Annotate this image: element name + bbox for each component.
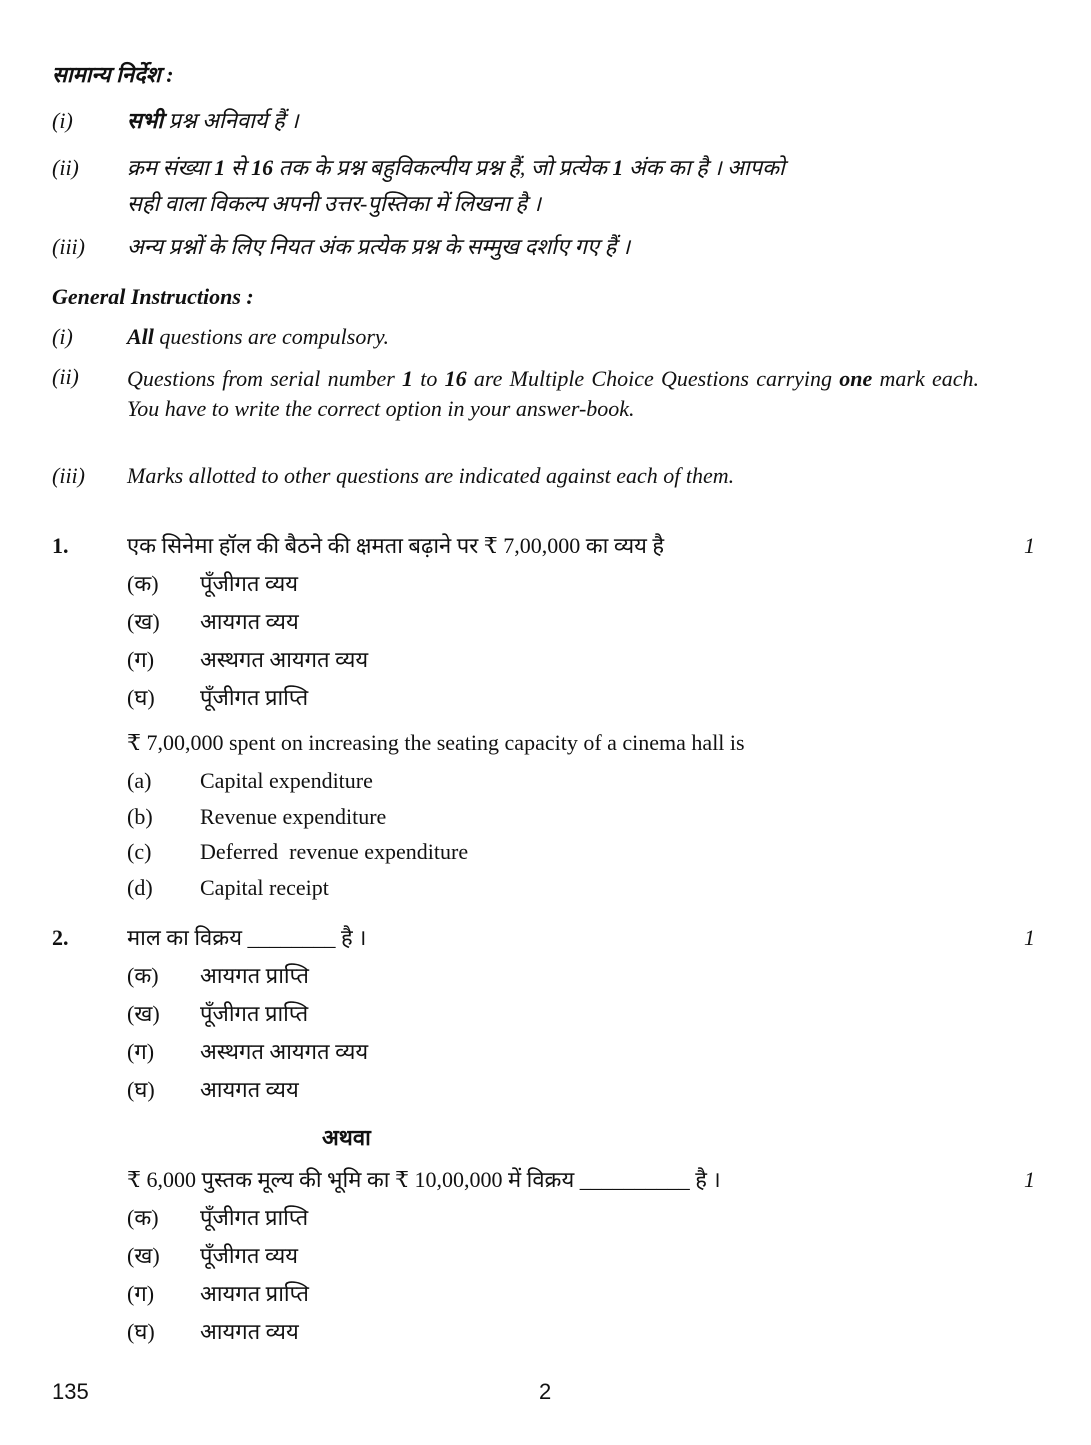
text: प्रश्न अनिवार्य हैं । xyxy=(163,108,299,133)
paper-code: 135 xyxy=(52,1379,89,1404)
question-marks: 1 xyxy=(1024,925,1035,950)
instruction-text xyxy=(127,324,389,350)
option-label: (ख) xyxy=(127,1001,160,1026)
option-label: (घ) xyxy=(127,1319,155,1344)
option-label: (ग) xyxy=(127,1281,155,1306)
option-label: (ख) xyxy=(127,1243,160,1268)
option-label: (क) xyxy=(127,571,159,596)
instruction-num: (iii) xyxy=(52,463,85,488)
bold-text: one xyxy=(839,366,873,391)
option-label: (a) xyxy=(127,768,152,793)
option-text: आयगत प्राप्ति xyxy=(200,1281,309,1306)
bold-text: All xyxy=(127,324,154,349)
instruction-text xyxy=(127,364,979,424)
bold-text: सभी xyxy=(127,108,164,133)
option-text: आयगत प्राप्ति xyxy=(200,963,309,988)
text: क्रम संख्या xyxy=(127,155,215,180)
text: questions are compulsory. xyxy=(153,324,389,349)
option-label: (घ) xyxy=(127,1077,155,1102)
instruction-num: (i) xyxy=(52,108,73,133)
bold-text: 1 xyxy=(612,155,624,180)
text: to xyxy=(413,366,445,391)
instruction-num: (ii) xyxy=(52,364,79,389)
bold-text: 16 xyxy=(251,155,274,180)
instruction-text xyxy=(127,155,785,181)
instruction-text: Marks allotted to other questions are indicated against each of them. xyxy=(127,463,735,488)
question-text-english: ₹ 7,00,000 spent on increasing the seating capacity of a cinema hall is xyxy=(127,730,745,755)
english-instructions-heading: General Instructions : xyxy=(52,284,254,309)
option-label: (घ) xyxy=(127,685,155,710)
question-number: 2. xyxy=(52,925,69,950)
option-text: पूँजीगत व्यय xyxy=(200,1243,298,1268)
instruction-text: अन्य प्रश्नों के लिए नियत अंक प्रत्येक प्रश्न के सम्मुख दर्शाए गए हैं । xyxy=(127,234,631,259)
option-label: (b) xyxy=(127,804,153,829)
option-text: पूँजीगत प्राप्ति xyxy=(200,1205,309,1230)
option-text: आयगत व्यय xyxy=(200,609,299,634)
option-label: (ग) xyxy=(127,1039,155,1064)
instruction-num: (ii) xyxy=(52,155,79,180)
option-text: पूँजीगत प्राप्ति xyxy=(200,685,309,710)
instruction-text-cont: सही वाला विकल्प अपनी उत्तर-पुस्तिका में लिखना है । xyxy=(127,191,541,216)
instruction-num: (i) xyxy=(52,324,73,349)
question-number: 1. xyxy=(52,533,69,558)
option-text: Deferred revenue expenditure xyxy=(200,839,469,864)
hindi-instructions-heading: सामान्य निर्देश : xyxy=(52,62,174,87)
question-marks: 1 xyxy=(1024,533,1035,558)
bold-text: 1 xyxy=(402,366,414,391)
text: mark each. You have to write the correct option in your answer-book. xyxy=(127,366,979,421)
or-label: अथवा xyxy=(322,1125,371,1150)
text: से xyxy=(225,155,252,180)
text: तक के प्रश्न बहुविकल्पीय प्रश्न हैं, जो प्रत्येक xyxy=(273,155,613,180)
or-question-text: ₹ 6,000 पुस्तक मूल्य की भूमि का ₹ 10,00,000 में विक्रय __________ है । xyxy=(127,1167,721,1192)
page-number: 2 xyxy=(539,1379,552,1404)
question-text-hindi: एक सिनेमा हॉल की बैठने की क्षमता बढ़ाने पर ₹ 7,00,000 का व्यय है xyxy=(127,533,665,558)
question-marks: 1 xyxy=(1024,1167,1035,1192)
bold-text: 16 xyxy=(444,366,467,391)
option-text: Revenue expenditure xyxy=(200,804,387,829)
option-label: (ख) xyxy=(127,609,160,634)
option-text: अस्थगत आयगत व्यय xyxy=(200,1039,369,1064)
option-text: अस्थगत आयगत व्यय xyxy=(200,647,369,672)
question-text-hindi: माल का विक्रय ________ है । xyxy=(127,925,367,950)
bold-text: 1 xyxy=(214,155,226,180)
text: Questions from serial number xyxy=(127,366,403,391)
option-label: (क) xyxy=(127,963,159,988)
text: are Multiple Choice Questions carrying xyxy=(466,366,840,391)
option-text: आयगत व्यय xyxy=(200,1077,299,1102)
option-label: (d) xyxy=(127,875,153,900)
option-text: पूँजीगत व्यय xyxy=(200,571,298,596)
instruction-num: (iii) xyxy=(52,234,85,259)
instruction-text xyxy=(127,108,299,134)
text: अंक का है । आपको xyxy=(623,155,785,180)
option-text: पूँजीगत प्राप्ति xyxy=(200,1001,309,1026)
option-label: (ग) xyxy=(127,647,155,672)
option-label: (क) xyxy=(127,1205,159,1230)
option-text: Capital receipt xyxy=(200,875,329,900)
option-text: Capital expenditure xyxy=(200,768,373,793)
option-label: (c) xyxy=(127,839,152,864)
option-text: आयगत व्यय xyxy=(200,1319,299,1344)
